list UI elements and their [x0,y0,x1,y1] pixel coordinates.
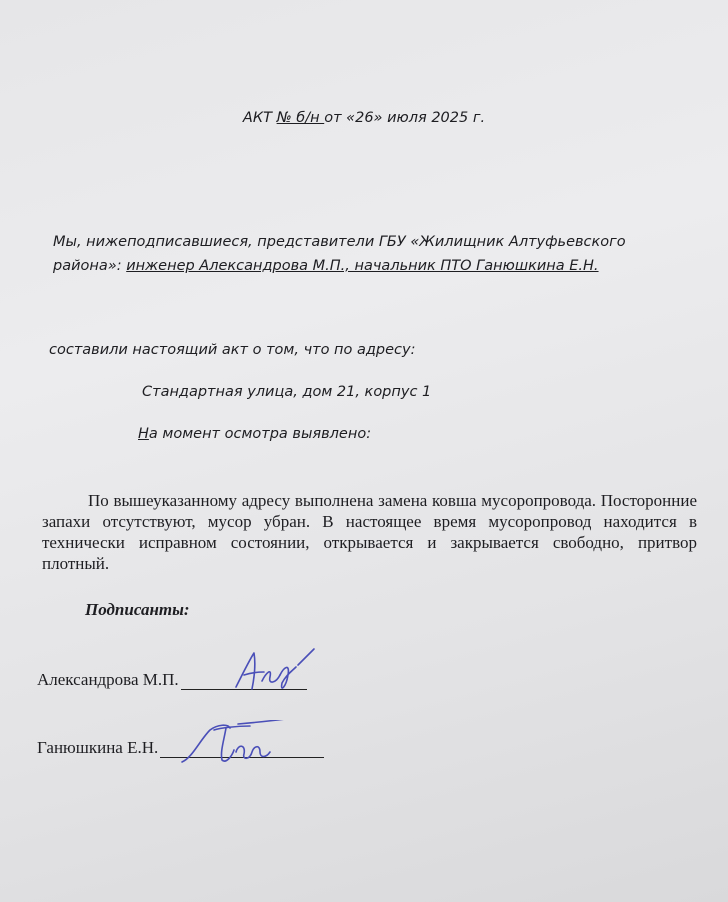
intro-line-2 [53,258,599,274]
act-title [0,110,728,126]
signatories-heading: Подписанты: [85,600,190,619]
intro-line-2-prefix: района»: [53,258,127,274]
findings-paragraph: По вышеуказанному адресу выполнена замена ковша мусоропровода. Посторонние запахи отсутствуют, мусор убран. В настоящее время мусоропровод находится в технически исправном состоянии, открывается и закрывается свободно, притвор плотный. [42,491,697,573]
found-first-letter: Н [138,426,149,442]
intro-line-1: Мы, нижеподписавшиеся, представители ГБУ «Жилищник Алтуфьевского [53,234,626,250]
found-rest: а момент осмотра выявлено: [148,426,372,442]
found-heading [138,426,371,442]
act-number: № б/н [276,110,325,126]
handwritten-signature [232,645,322,695]
handwritten-signature [180,720,300,770]
signatory-name: Ганюшкина Е.Н. [37,738,159,757]
act-date: от «26» июля 2025 г. [324,110,486,126]
compiled-text: составили настоящий акт о том, что по адресу: [49,342,416,358]
intro-representatives: инженер Александрова М.П., начальник ПТО Ганюшкина Е.Н. [126,258,599,274]
act-title-prefix: АКТ [242,110,277,126]
signatory-name: Александрова М.П. [37,670,179,689]
address-text: Стандартная улица, дом 21, корпус 1 [142,384,432,400]
